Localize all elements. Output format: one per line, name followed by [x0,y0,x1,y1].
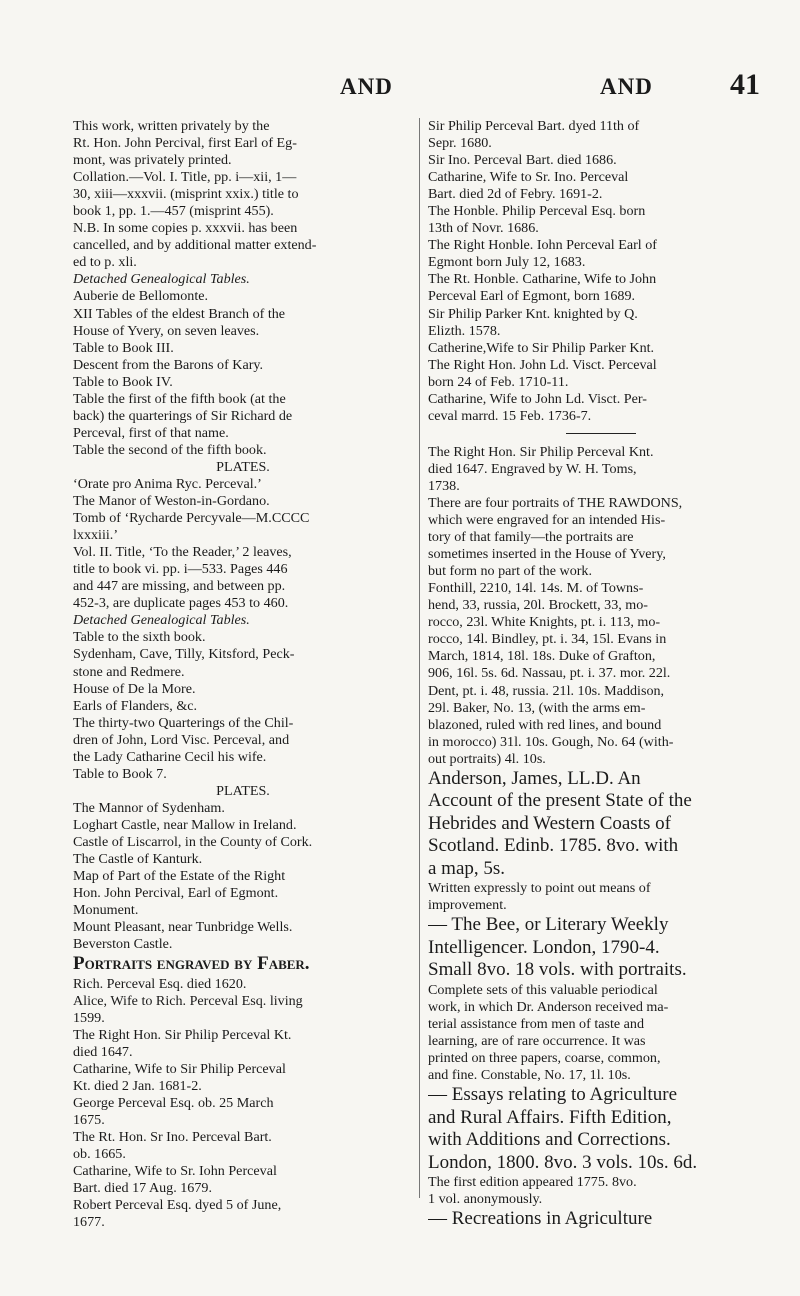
text-line: Tomb of ‘Rycharde Percyvale—M.CCCC [73,510,310,527]
text-line: Castle of Liscarrol, in the County of Cork. [73,833,313,850]
text-line: Detached Genealogical Tables. [73,612,250,629]
text-line: back) the quarterings of Sir Richard de [73,407,293,424]
text-line: Sir Philip Parker Knt. knighted by Q. [428,305,638,322]
text-line: The first edition appeared 1775. 8vo. [428,1174,637,1191]
text-line: learning, are of rare occurrence. It was [428,1032,646,1049]
text-line: hend, 33, russia, 20l. Brockett, 33, mo- [428,597,648,614]
text-line: The Castle of Kanturk. [73,851,203,868]
text-line: Mount Pleasant, near Tunbridge Wells. [73,919,293,936]
text-line: improvement. [428,897,507,914]
text-line: 1 vol. anonymously. [428,1191,543,1208]
text-line: Beverston Castle. [73,936,173,953]
text-line: ed to p. xli. [73,254,137,271]
text-line: and fine. Constable, No. 17, 1l. 10s. [428,1067,631,1084]
text-line: Sydenham, Cave, Tilly, Kitsford, Peck- [73,646,295,663]
section-rule [566,433,636,434]
text-line: blazoned, ruled with red lines, and bound [428,716,662,733]
text-line: The Mannor of Sydenham. [73,799,225,816]
text-line: XII Tables of the eldest Branch of the [73,305,286,322]
text-line: Descent from the Barons of Kary. [73,356,264,373]
text-line: Collation.—Vol. I. Title, pp. i—xii, 1— [73,169,297,186]
text-line: Monument. [73,902,139,919]
text-line: out portraits) 4l. 10s. [428,750,546,767]
text-line: Perceval Earl of Egmont, born 1689. [428,288,636,305]
text-line: work, in which Dr. Anderson received ma- [428,998,669,1015]
text-line: Catharine, Wife to John Ld. Visct. Per- [428,390,647,407]
text-line: — The Bee, or Literary Weekly [428,914,669,936]
text-line: The Manor of Weston-in-Gordano. [73,493,270,510]
text-line: Catherine,Wife to Sir Philip Parker Knt. [428,339,655,356]
text-line: with Additions and Corrections. [428,1129,671,1151]
text-line: Robert Perceval Esq. dyed 5 of June, [73,1197,282,1214]
text-line: mont, was privately printed. [73,152,232,169]
text-line: Kt. died 2 Jan. 1681-2. [73,1078,202,1095]
text-line: but form no part of the work. [428,563,592,580]
text-line: — Recreations in Agriculture [428,1208,653,1230]
text-line: cancelled, and by additional matter extend- [73,237,317,254]
page-header [70,68,760,114]
text-line: title to book vi. pp. i—533. Pages 446 [73,561,288,578]
text-line: in morocco) 31l. 10s. Gough, No. 64 (with- [428,733,674,750]
text-line: Table to Book 7. [73,765,167,782]
text-line: sometimes inserted in the House of Yvery, [428,546,666,563]
text-line: Bart. died 2d of Febry. 1691-2. [428,186,603,203]
text-line: The Right Hon. John Ld. Visct. Perceval [428,356,657,373]
text-line: rocco, 23l. White Knights, pt. i. 113, mo- [428,614,661,631]
text-line: The thirty-two Quarterings of the Chil- [73,714,294,731]
text-line: 1677. [73,1214,105,1231]
text-line: Table the first of the fifth book (at the [73,390,286,407]
text-line: which were engraved for an intended His- [428,512,666,529]
text-line: Egmont born July 12, 1683. [428,254,586,271]
text-line: tory of that family—the portraits are [428,529,634,546]
text-line: 29l. Baker, No. 13, (with the arms em- [428,699,646,716]
text-line: 1675. [73,1112,105,1129]
text-line: ceval marrd. 15 Feb. 1736-7. [428,407,592,424]
text-line: The Rt. Honble. Catharine, Wife to John [428,271,657,288]
text-line: 30, xiii—xxxvii. (misprint xxix.) title to [73,186,299,203]
text-line: ob. 1665. [73,1146,126,1163]
text-line: Elizth. 1578. [428,322,501,339]
text-line: Portraits engraved by Faber. [73,953,310,975]
text-line: the Lady Catharine Cecil his wife. [73,748,267,765]
text-line: Scotland. Edinb. 1785. 8vo. with [428,835,679,857]
text-line: London, 1800. 8vo. 3 vols. 10s. 6d. [428,1151,698,1173]
text-line: book 1, pp. 1.—457 (misprint 455). [73,203,274,220]
text-line: The Right Hon. Sir Philip Perceval Kt. [73,1026,292,1043]
text-line: House of Yvery, on seven leaves. [73,322,260,339]
text-line: lxxxiii.’ [73,527,119,544]
text-line: Hebrides and Western Coasts of [428,812,671,834]
text-line: ‘Orate pro Anima Ryc. Perceval.’ [73,475,262,492]
text-line: 13th of Novr. 1686. [428,220,539,237]
text-line: Hon. John Percival, Earl of Egmont. [73,885,279,902]
running-head-right: AND [600,74,653,99]
column-divider [419,118,420,1198]
text-line: dren of John, Lord Visc. Perceval, and [73,731,290,748]
text-line: Catharine, Wife to Sir Philip Perceval [73,1061,286,1078]
text-line: terial assistance from men of taste and [428,1015,645,1032]
text-line: N.B. In some copies p. xxxvii. has been [73,220,298,237]
text-line: 906, 16l. 5s. 6d. Nassau, pt. i. 37. mor. 22l. [428,665,671,682]
text-line: Small 8vo. 18 vols. with portraits. [428,959,687,981]
text-line: Sir Ino. Perceval Bart. died 1686. [428,152,617,169]
text-line: and 447 are missing, and between pp. [73,578,286,595]
left-column [73,118,413,1232]
text-line: The Right Honble. Iohn Perceval Earl of [428,237,657,254]
text-line: 452-3, are duplicate pages 453 to 460. [73,595,289,612]
text-line: Bart. died 17 Aug. 1679. [73,1180,212,1197]
text-line: Detached Genealogical Tables. [73,271,250,288]
text-line: Alice, Wife to Rich. Perceval Esq. living [73,992,303,1009]
text-line: Auberie de Bellomonte. [73,288,209,305]
text-line: Sir Philip Perceval Bart. dyed 11th of [428,118,640,134]
text-line: Rich. Perceval Esq. died 1620. [73,975,247,992]
text-line: printed on three papers, coarse, common, [428,1050,661,1067]
right-column [428,118,773,1231]
text-line: a map, 5s. [428,857,506,879]
text-line: This work, written privately by the [73,118,270,134]
text-line: PLATES. [216,458,270,475]
text-line: 1599. [73,1009,105,1026]
text-line: died 1647. [73,1043,133,1060]
text-line: Vol. II. Title, ‘To the Reader,’ 2 leaves, [73,544,292,561]
text-line: Table to Book III. [73,339,174,356]
text-line: Catharine, Wife to Sr. Ino. Perceval [428,169,629,186]
text-line: March, 1814, 18l. 18s. Duke of Grafton, [428,648,656,665]
text-line: House of De la More. [73,680,196,697]
text-line: George Perceval Esq. ob. 25 March [73,1095,274,1112]
text-line: rocco, 14l. Bindley, pt. i. 34, 15l. Evans in [428,631,667,648]
text-line: Rt. Hon. John Percival, first Earl of Eg- [73,135,297,152]
text-line: stone and Redmere. [73,663,185,680]
text-line: Fonthill, 2210, 14l. 14s. M. of Towns- [428,580,644,597]
text-line: Perceval, first of that name. [73,424,229,441]
text-line: The Honble. Philip Perceval Esq. born [428,203,646,220]
text-line: Table to the sixth book. [73,629,206,646]
text-line: Complete sets of this valuable periodical [428,981,658,998]
text-line: and Rural Affairs. Fifth Edition, [428,1106,672,1128]
text-line: Table the second of the fifth book. [73,441,267,458]
text-line: Earls of Flanders, &c. [73,697,198,714]
text-line: PLATES. [216,782,270,799]
text-line: — Essays relating to Agriculture [428,1084,678,1106]
text-line: Table to Book IV. [73,373,173,390]
text-line: Account of the present State of the [428,790,692,812]
text-line: Catharine, Wife to Sr. Iohn Perceval [73,1163,277,1180]
page-number: 41 [730,68,760,101]
running-head-left: AND [340,74,393,99]
text-line: died 1647. Engraved by W. H. Toms, [428,460,637,477]
text-line: 1738. [428,477,460,494]
text-line: Sepr. 1680. [428,135,492,152]
text-line: The Right Hon. Sir Philip Perceval Knt. [428,443,654,460]
text-line: Written expressly to point out means of [428,880,651,897]
text-line: Anderson, James, LL.D. An [428,767,641,789]
text-line: born 24 of Feb. 1710-11. [428,373,569,390]
text-line: The Rt. Hon. Sr Ino. Perceval Bart. [73,1129,272,1146]
text-line: Map of Part of the Estate of the Right [73,868,286,885]
text-line: Loghart Castle, near Mallow in Ireland. [73,816,297,833]
text-line: There are four portraits of THE RAWDONS, [428,494,683,511]
text-line: Dent, pt. i. 48, russia. 21l. 10s. Maddison, [428,682,665,699]
text-line: Intelligencer. London, 1790-4. [428,936,660,958]
